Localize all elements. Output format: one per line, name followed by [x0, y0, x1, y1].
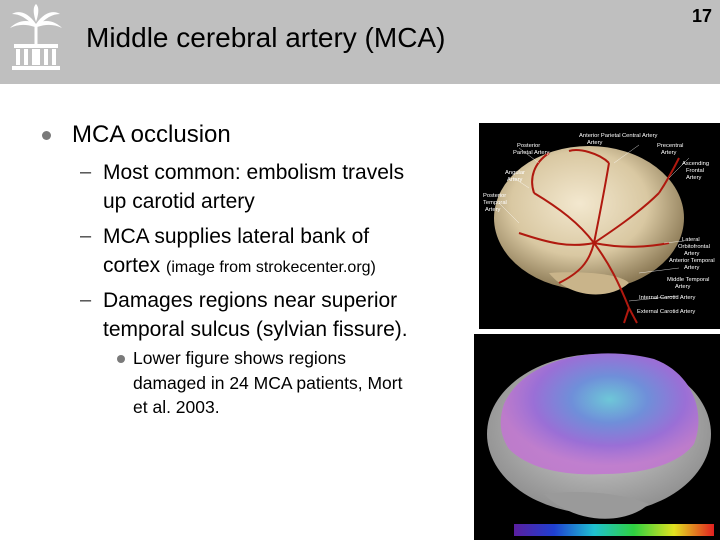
bullet-dot	[42, 131, 51, 140]
label-artery: Artery	[507, 177, 523, 183]
label-anterior-temporal: Anterior Temporal	[669, 258, 715, 264]
label-artery: Artery	[485, 207, 501, 213]
lesion-overlap-svg	[474, 334, 720, 540]
slide-header	[0, 0, 720, 84]
label-middle-temporal: Middle Temporal	[667, 277, 710, 283]
label-parietal-artery: Parietal Artery	[513, 150, 550, 156]
label-angular: Angular	[505, 170, 525, 176]
bullet-dot-small	[117, 355, 125, 363]
sub-bullet-2-line2	[103, 251, 376, 282]
sub-bullet-2-line1: MCA supplies lateral bank of	[103, 225, 370, 248]
slide-number: 17	[691, 6, 712, 26]
label-ascending: Ascending	[682, 161, 710, 167]
label-posterior: Posterior	[517, 143, 541, 149]
label-precentral: Precentral	[657, 143, 684, 149]
sub-bullet-3-line2: temporal sulcus (sylvian fissure).	[103, 318, 408, 341]
label-temporal: Temporal	[483, 200, 507, 206]
sub-bullet-1-line1: Most common: embolism travels	[103, 161, 405, 184]
brain-shape	[494, 146, 684, 290]
label-orbitofrontal: Orbitofrontal	[678, 244, 710, 250]
sub-bullet-2-text: cortex	[103, 254, 161, 277]
label-external-carotid: External Carotid Artery	[637, 309, 696, 315]
bullet-main: MCA occlusion	[72, 121, 231, 148]
slide-title: Middle cerebral artery (MCA)	[86, 22, 446, 53]
mca-artery-illustration	[479, 123, 720, 329]
dash-marker: –	[80, 161, 92, 183]
dash-marker: –	[80, 225, 92, 247]
third-bullet-line2: damaged in 24 MCA patients, Mort	[133, 373, 403, 393]
label-artery: Artery	[675, 284, 691, 290]
brain-illustration-svg	[479, 123, 720, 329]
sub-bullet-1-line2: up carotid artery	[103, 190, 255, 213]
label-artery: Artery	[684, 251, 700, 257]
label-artery: Artery	[661, 150, 677, 156]
image-credit: (image from strokecenter.org)	[166, 259, 376, 276]
dash-marker: –	[80, 289, 92, 311]
third-bullet-line3: et al. 2003.	[133, 397, 220, 417]
label-anterior-parietal: Anterior Parietal	[579, 133, 621, 139]
label-internal-carotid: Internal Carotid Artery	[639, 295, 696, 301]
label-frontal: Frontal	[686, 168, 705, 174]
color-scale-bar	[514, 524, 714, 536]
label-artery: Artery	[684, 265, 700, 271]
label-posterior-temporal: Posterior	[483, 193, 507, 199]
label-lateral: Lateral	[682, 237, 700, 243]
label-central-artery: Central Artery	[622, 133, 658, 139]
third-bullet-line1: Lower figure shows regions	[133, 348, 347, 368]
lesion-overlap-image	[474, 334, 720, 540]
university-logo-icon	[6, 4, 66, 74]
sub-bullet-3-line1: Damages regions near superior	[103, 289, 398, 312]
label-artery: Artery	[587, 140, 603, 146]
label-artery: Artery	[686, 175, 702, 181]
